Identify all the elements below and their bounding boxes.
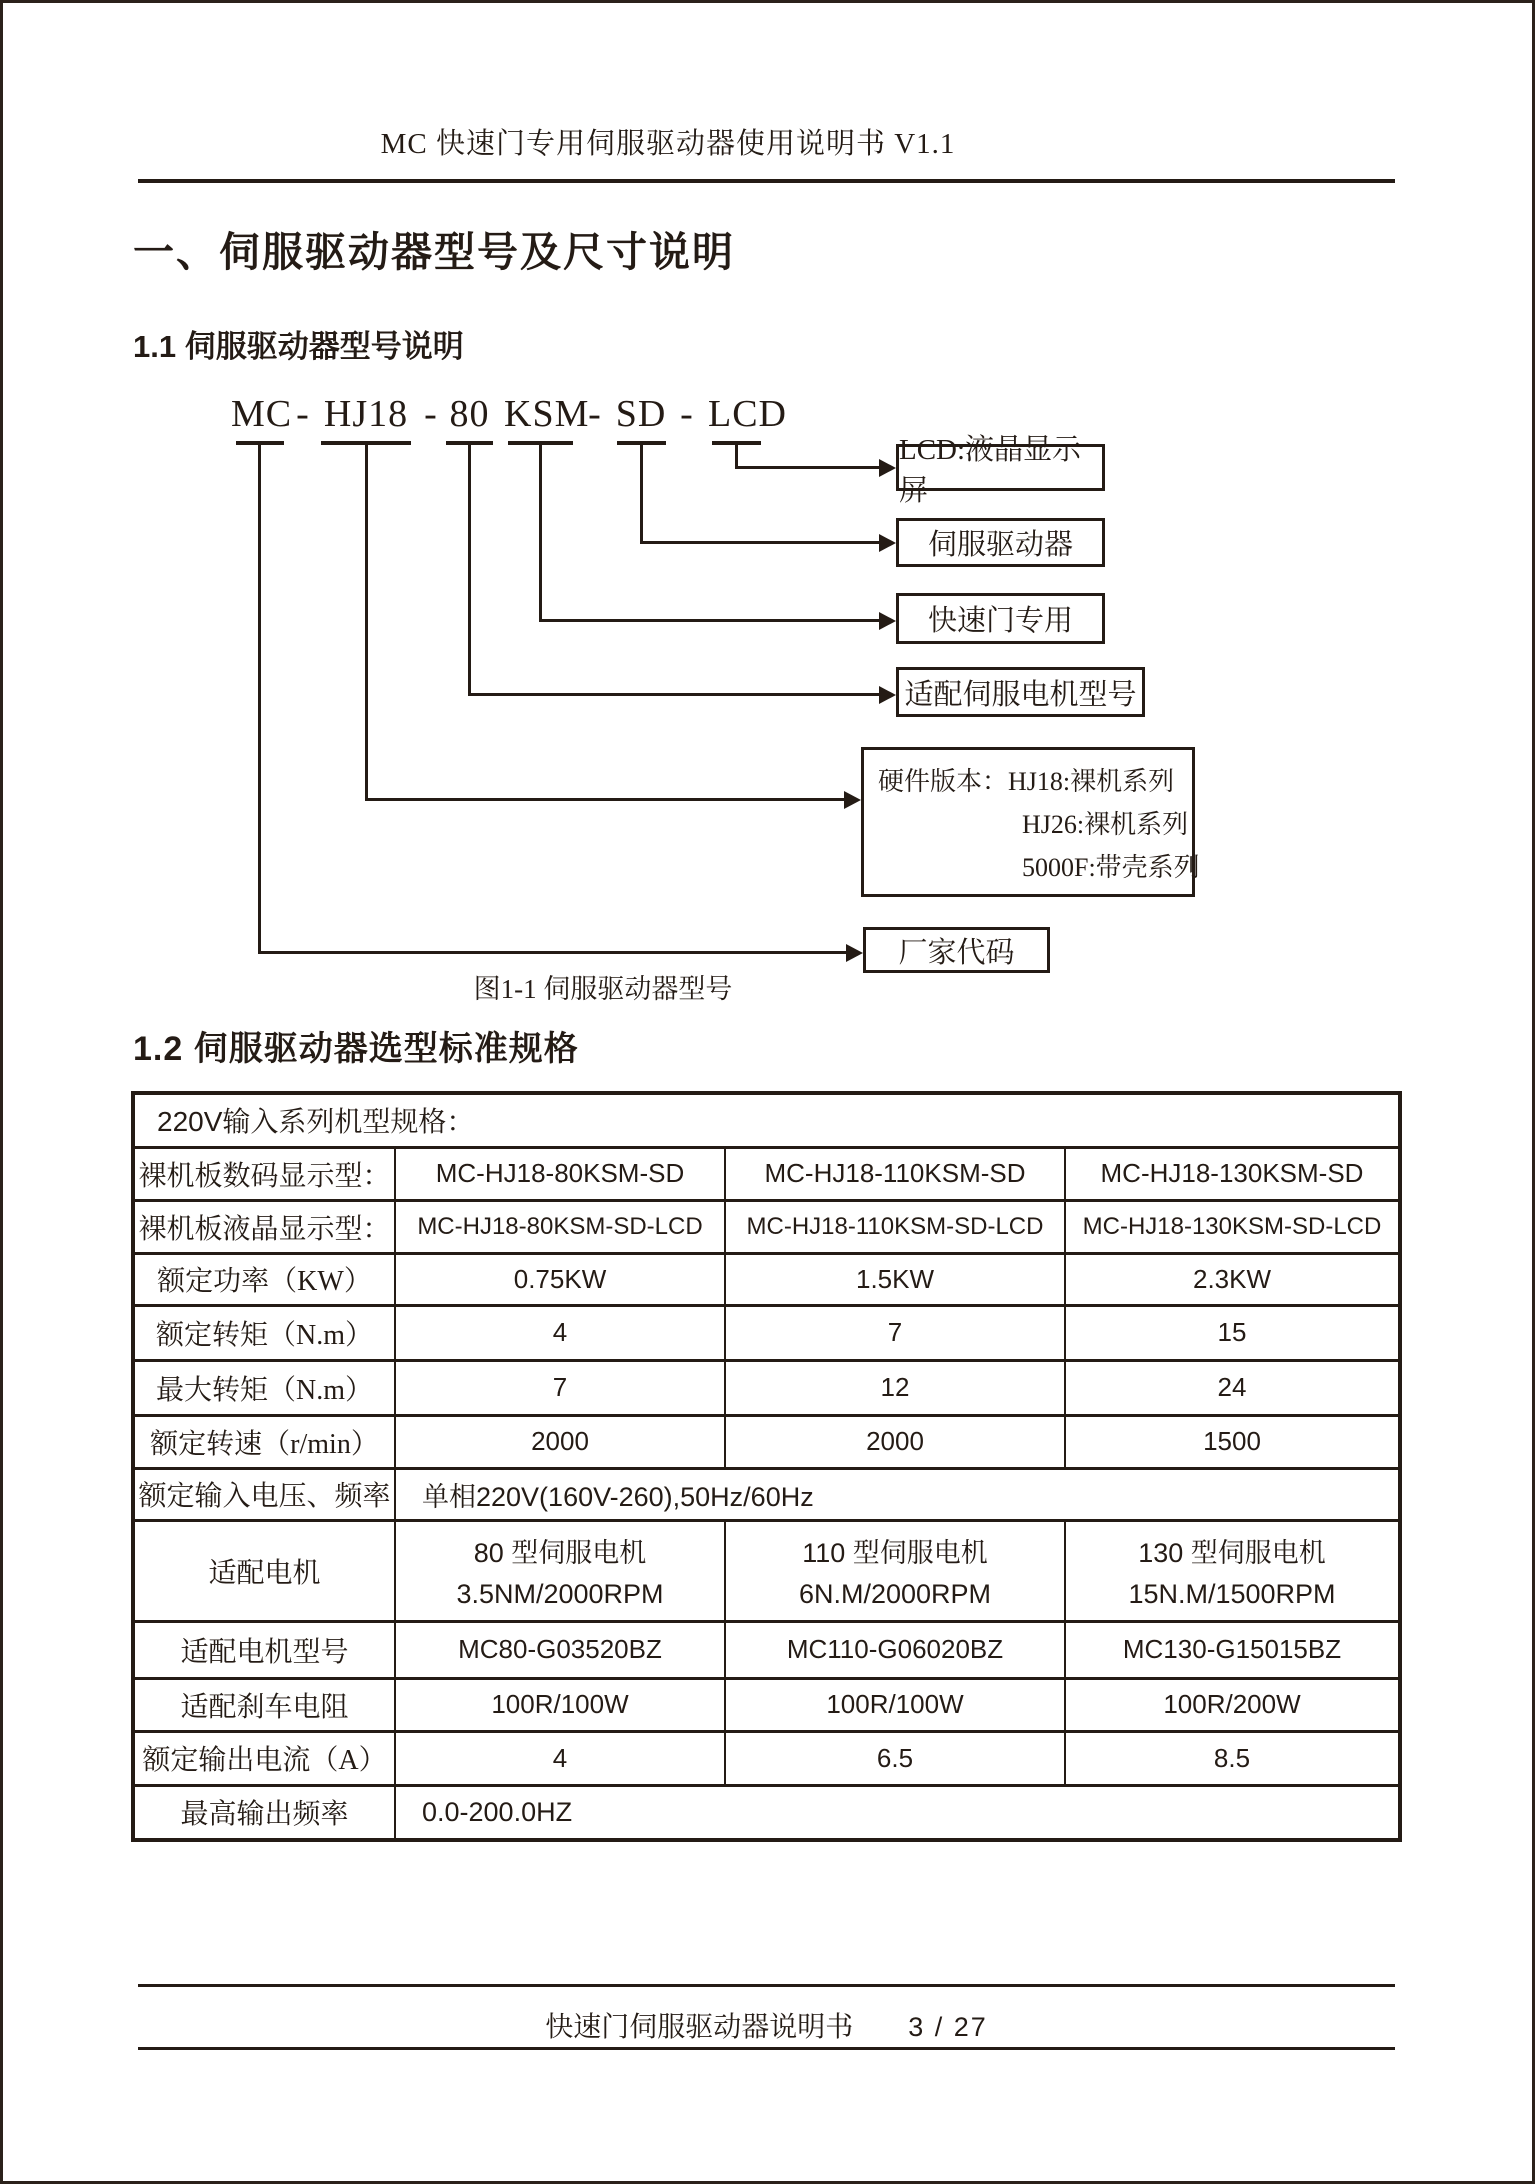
motor-spec: 3.5NM/2000RPM xyxy=(456,1579,664,1610)
cell-motor xyxy=(395,1520,725,1621)
arrowhead-icon xyxy=(846,944,863,962)
cell-value: 1500 xyxy=(1065,1415,1400,1468)
spec-table xyxy=(131,1091,1402,1842)
callout-lcd-display: LCD:液晶显示屏 xyxy=(896,444,1105,491)
cell-value: 8.5 xyxy=(1065,1731,1400,1785)
cell-value: 15 xyxy=(1065,1305,1400,1360)
cell-motor xyxy=(1065,1520,1400,1621)
arrowhead-icon xyxy=(879,612,896,630)
model-dash: - xyxy=(424,393,438,435)
row-label: 额定输入电压、频率 xyxy=(133,1468,395,1520)
cell-value: MC-HJ18-110KSM-SD xyxy=(725,1147,1065,1200)
table-row xyxy=(133,1621,1400,1678)
callout-hardware-version xyxy=(861,747,1200,897)
row-label: 额定功率（KW） xyxy=(133,1253,395,1305)
table-row xyxy=(133,1147,1400,1200)
leader-line xyxy=(468,445,471,696)
footer-page-number: 3 / 27 xyxy=(908,2012,988,2042)
cell-value: 100R/100W xyxy=(395,1678,725,1731)
row-label: 适配刹车电阻 xyxy=(133,1678,395,1731)
row-label: 裸机板数码显示型： xyxy=(133,1147,395,1200)
header-rule xyxy=(138,179,1395,183)
arrow-line xyxy=(468,693,880,696)
model-dash: - xyxy=(588,393,602,435)
model-segment-mc: MC xyxy=(231,393,293,435)
row-label: 最高输出频率 xyxy=(133,1785,395,1840)
table-row xyxy=(133,1200,1400,1253)
callout-vendor-code: 厂家代码 xyxy=(863,927,1050,973)
arrowhead-icon xyxy=(879,686,896,704)
cell-value: 2000 xyxy=(725,1415,1065,1468)
cell-value: MC-HJ18-110KSM-SD-LCD xyxy=(725,1200,1065,1253)
row-label: 裸机板液晶显示型： xyxy=(133,1200,395,1253)
cell-value: MC-HJ18-130KSM-SD xyxy=(1065,1147,1400,1200)
leader-line xyxy=(365,445,368,801)
footer-rule-top xyxy=(138,1984,1395,1987)
footer-rule-bottom xyxy=(138,2047,1395,2050)
cell-value: 2.3KW xyxy=(1065,1253,1400,1305)
cell-value: 4 xyxy=(395,1731,725,1785)
model-segment-lcd: LCD xyxy=(708,393,787,435)
table-row xyxy=(133,1253,1400,1305)
cell-value: MC-HJ18-80KSM-SD-LCD xyxy=(395,1200,725,1253)
table-title-cell: 220V输入系列机型规格： xyxy=(133,1093,1400,1147)
hardware-version-line2: HJ26:裸机系列 xyxy=(1022,810,1189,839)
cell-value: 12 xyxy=(725,1360,1065,1415)
table-row xyxy=(133,1785,1400,1840)
motor-type: 80 型伺服电机 xyxy=(473,1537,647,1568)
figure-caption: 图1-1 伺服驱动器型号 xyxy=(473,974,733,1004)
cell-value: 4 xyxy=(395,1305,725,1360)
section-1-1-heading: 1.1 伺服驱动器型号说明 xyxy=(133,329,464,364)
table-row xyxy=(133,1731,1400,1785)
cell-value: MC80-G03520BZ xyxy=(395,1621,725,1678)
model-dash: - xyxy=(680,393,694,435)
section-1-heading: 一、伺服驱动器型号及尺寸说明 xyxy=(133,229,735,275)
leader-line xyxy=(539,445,542,622)
callout-rapid-door: 快速门专用 xyxy=(896,593,1105,644)
hardware-version-line3: 5000F:带壳系列 xyxy=(1022,853,1200,882)
cell-value: 0.75KW xyxy=(395,1253,725,1305)
model-dash: - xyxy=(296,393,310,435)
arrowhead-icon xyxy=(879,534,896,552)
cell-value: MC-HJ18-80KSM-SD xyxy=(395,1147,725,1200)
row-label: 适配电机型号 xyxy=(133,1621,395,1678)
leader-line xyxy=(258,445,261,954)
model-segment-80: 80 xyxy=(449,393,490,435)
row-label: 最大转矩（N.m） xyxy=(133,1360,395,1415)
arrow-line xyxy=(258,951,847,954)
leader-line xyxy=(640,445,643,544)
hardware-version-line1: 硬件版本：HJ18:裸机系列 xyxy=(878,767,1175,796)
callout-servo-driver: 伺服驱动器 xyxy=(896,518,1105,567)
cell-span-value: 单相220V(160V-260),50Hz/60Hz xyxy=(395,1468,1400,1520)
cell-value: 1.5KW xyxy=(725,1253,1065,1305)
cell-value: 6.5 xyxy=(725,1731,1065,1785)
cell-value: MC130-G15015BZ xyxy=(1065,1621,1400,1678)
arrow-line xyxy=(365,798,845,801)
cell-value: MC110-G06020BZ xyxy=(725,1621,1065,1678)
cell-value: 100R/200W xyxy=(1065,1678,1400,1731)
row-label: 额定转矩（N.m） xyxy=(133,1305,395,1360)
section-1-2-heading: 1.2 伺服驱动器选型标准规格 xyxy=(133,1030,579,1068)
cell-value: MC-HJ18-130KSM-SD-LCD xyxy=(1065,1200,1400,1253)
page-header-title: MC 快速门专用伺服驱动器使用说明书 V1.1 xyxy=(380,128,956,160)
cell-motor xyxy=(725,1520,1065,1621)
table-row xyxy=(133,1468,1400,1520)
row-label: 额定转速（r/min） xyxy=(133,1415,395,1468)
table-row xyxy=(133,1305,1400,1360)
table-row xyxy=(133,1415,1400,1468)
motor-type: 110 型伺服电机 xyxy=(802,1537,988,1568)
row-label: 适配电机 xyxy=(133,1520,395,1621)
model-segment-ksm: KSM xyxy=(504,393,590,435)
model-segment-hj18: HJ18 xyxy=(323,393,409,435)
arrowhead-icon xyxy=(879,459,896,477)
arrow-line xyxy=(735,466,880,469)
cell-value: 100R/100W xyxy=(725,1678,1065,1731)
arrowhead-icon xyxy=(844,791,861,809)
cell-value: 7 xyxy=(395,1360,725,1415)
model-segment-sd: SD xyxy=(615,393,667,435)
arrow-line xyxy=(539,619,880,622)
cell-span-value: 0.0-200.0HZ xyxy=(395,1785,1400,1840)
footer-doc-name: 快速门伺服驱动器说明书 xyxy=(545,2012,854,2043)
page-footer xyxy=(138,2005,1395,2045)
table-row xyxy=(133,1360,1400,1415)
motor-spec: 15N.M/1500RPM xyxy=(1128,1579,1336,1610)
cell-value: 24 xyxy=(1065,1360,1400,1415)
cell-value: 2000 xyxy=(395,1415,725,1468)
callout-motor-model: 适配伺服电机型号 xyxy=(896,667,1145,717)
motor-type: 130 型伺服电机 xyxy=(1138,1537,1326,1568)
table-row xyxy=(133,1678,1400,1731)
motor-spec: 6N.M/2000RPM xyxy=(798,1579,992,1610)
table-row xyxy=(133,1520,1400,1621)
table-row xyxy=(133,1093,1400,1147)
arrow-line xyxy=(640,541,880,544)
row-label: 额定输出电流（A） xyxy=(133,1731,395,1785)
cell-value: 7 xyxy=(725,1305,1065,1360)
